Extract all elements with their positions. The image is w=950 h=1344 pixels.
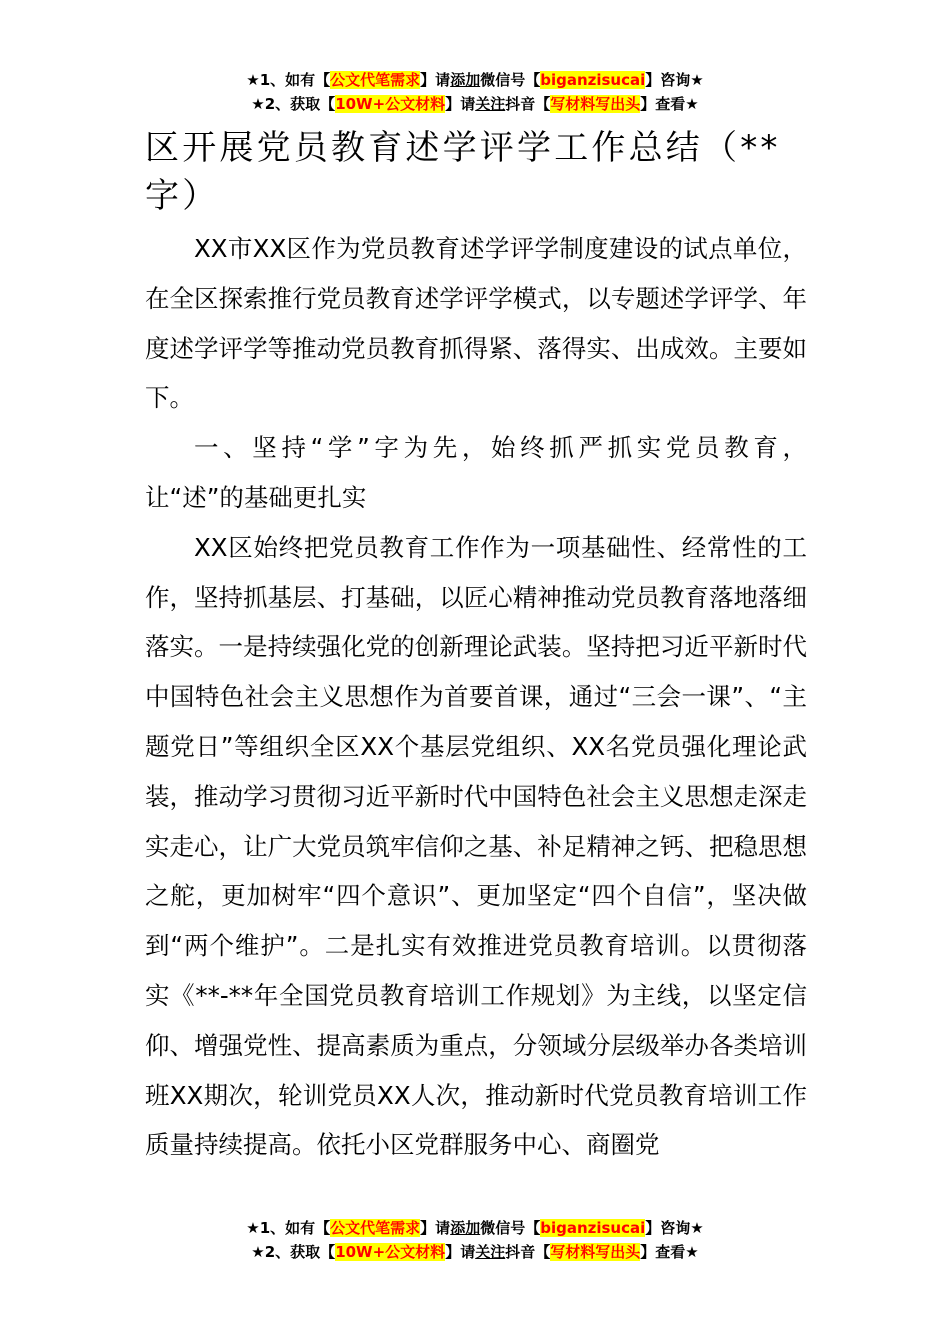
promo-banner-top <box>0 68 950 116</box>
paragraph-section-1: XX区始终把党员教育工作作为一项基础性、经常性的工作，坚持抓基层、打基础，以匠心精神推动党员教育落地落细落实。一是持续强化党的创新理论武装。坚持把习近平新时代中国特色社会主义思想作为首要首课，通过“三会一课”、“主题党日”等组织全区XX个基层党组织、XX名党员强化理论武装，推动学习贯彻习近平新时代中国特色社会主义思想走深走实走心，让广大党员筑牢信仰之基、补足精神之钙、把稳思想之舵，更加树牢“四个意识”、更加坚定“四个自信”，坚决做到“两个维护”。二是扎实有效推进党员教育培训。以贯彻落实《**-**年全国党员教育培训工作规划》为主线，以坚定信仰、增强党性、提高素质为重点，分领域分层级举办各类培训班XX期次，轮训党员XX人次，推动新时代党员教育培训工作质量持续提高。依托小区党群服务中心、商圈党 <box>145 532 807 1160</box>
promo-highlight: 10W+公文材料 <box>335 1243 446 1261</box>
promo-highlight: 公文代笔需求 <box>330 71 421 89</box>
promo-highlight: biganzisucai <box>540 1219 646 1237</box>
promo-line-1: ★1、如有【公文代笔需求】请添加微信号【biganzisucai】咨询★ <box>246 71 704 89</box>
promo-highlight: 10W+公文材料 <box>335 95 446 113</box>
promo-line-2: ★2、获取【10W+公文材料】请关注抖音【写材料写出头】查看★ <box>251 1243 699 1261</box>
section-heading-1: 一、坚持“学”字为先，始终抓严抓实党员教育，让“述”的基础更扎实 <box>145 433 807 512</box>
promo-line-2: ★2、获取【10W+公文材料】请关注抖音【写材料写出头】查看★ <box>251 95 699 113</box>
promo-highlight: biganzisucai <box>540 71 646 89</box>
promo-highlight: 写材料写出头 <box>550 1243 641 1261</box>
paragraph-intro: XX市XX区作为党员教育述学评学制度建设的试点单位，在全区探索推行党员教育述学评学模式，以专题述学评学、年度述学评学等推动党员教育抓得紧、落得实、出成效。主要如下。 <box>145 234 807 413</box>
promo-highlight: 写材料写出头 <box>550 95 641 113</box>
promo-highlight: 公文代笔需求 <box>330 1219 421 1237</box>
promo-banner-bottom <box>0 1216 950 1264</box>
promo-line-1: ★1、如有【公文代笔需求】请添加微信号【biganzisucai】咨询★ <box>246 1219 704 1237</box>
document-body <box>145 224 807 1170</box>
document-title: 区开展党员教育述学评学工作总结（**字） <box>145 128 781 216</box>
